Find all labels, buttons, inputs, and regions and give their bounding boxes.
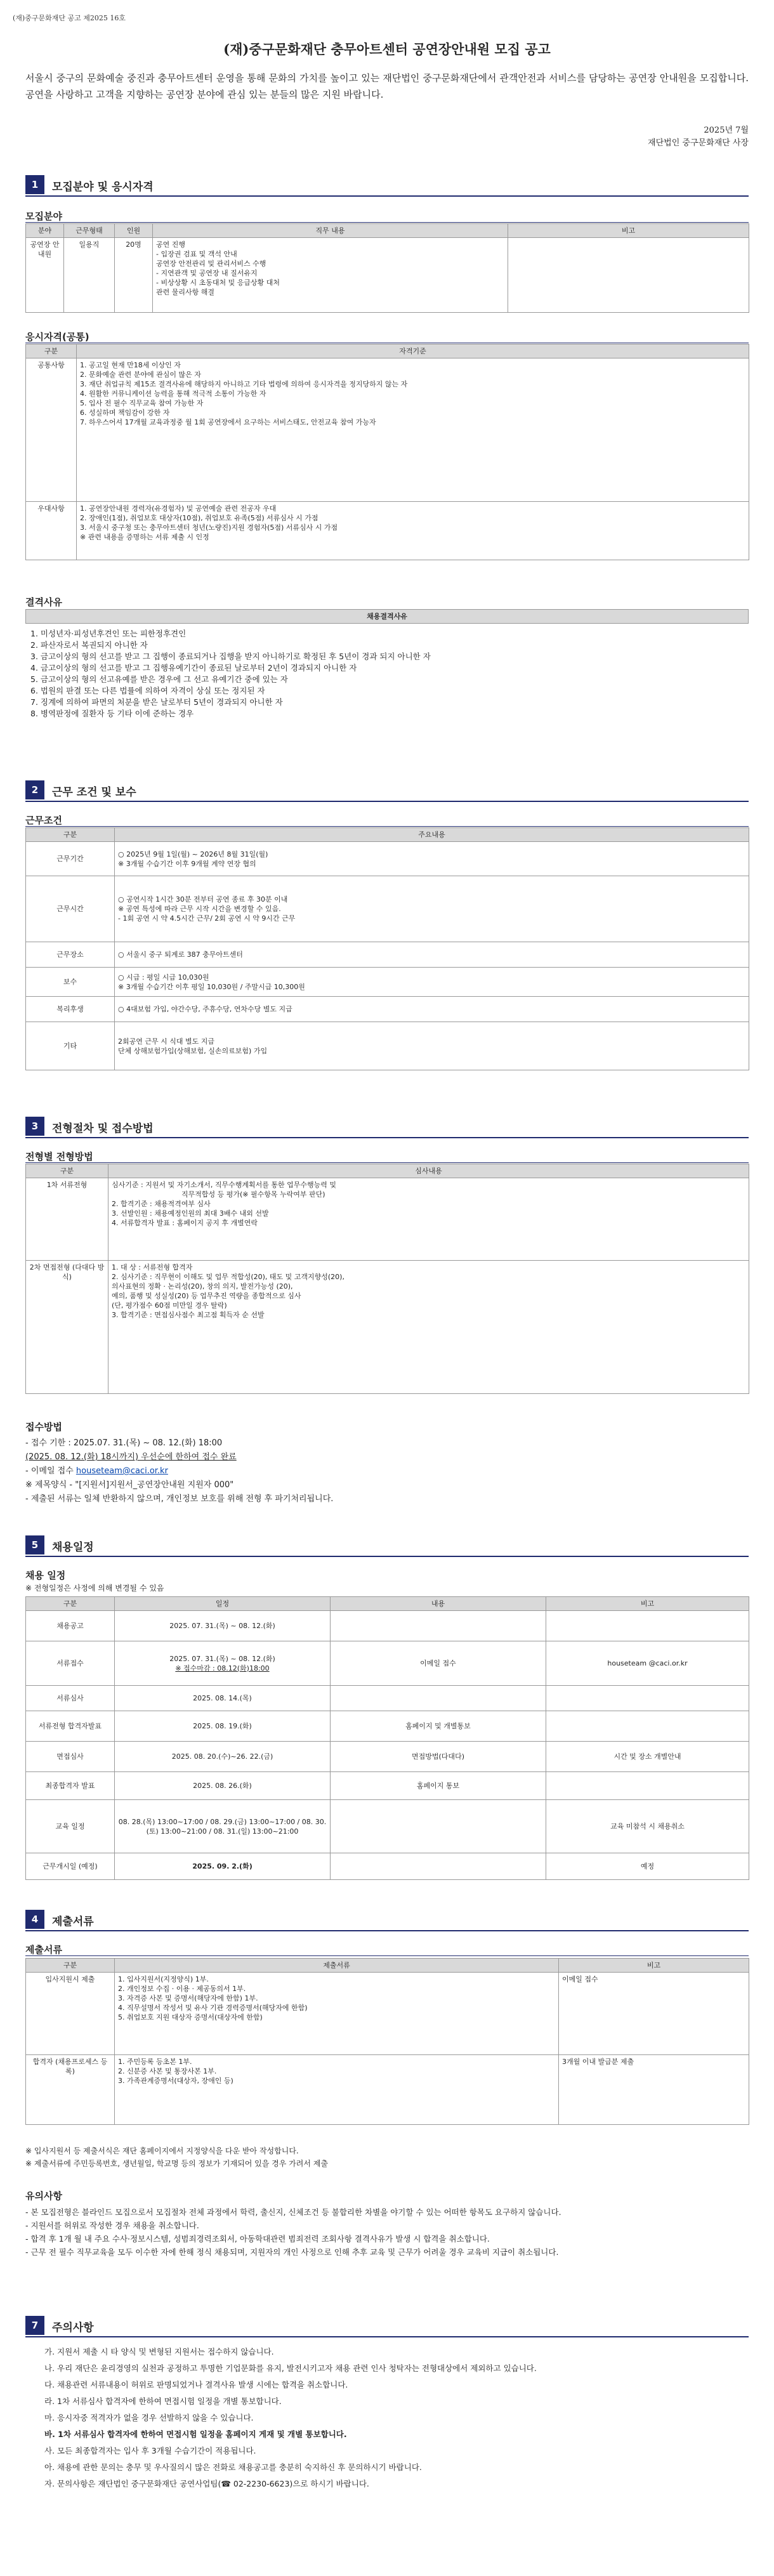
row-label: 복리후생 — [26, 997, 115, 1022]
row-note: 이메일 접수 — [559, 1973, 749, 2055]
table-header: 구분 — [26, 1959, 115, 1973]
section-number: 7 — [25, 2316, 44, 2335]
schedule-subtitle: 채용 일정 — [25, 1570, 66, 1581]
apply-subtitle: 접수방법 — [25, 1421, 62, 1433]
subtitle-divider — [25, 1955, 749, 1956]
disq-subtitle: 결격사유 — [25, 596, 62, 608]
apply-block — [25, 1436, 749, 1506]
row-content: 면접방법(다대다) — [331, 1742, 546, 1772]
row-label: 2차 면접전형 (다대다 방식) — [26, 1261, 108, 1394]
table-row — [26, 1973, 749, 2055]
list-item: - 지원서를 허위로 작성한 경우 채용을 취소합니다. — [25, 2221, 199, 2230]
duty-line: - 비상상황 시 초동대처 및 응급상황 대처 — [156, 279, 280, 287]
row-content — [115, 1973, 559, 2055]
recruit-subtitle: 모집분야 — [25, 211, 62, 222]
row-label: 근무개시일 (예정) — [26, 1853, 115, 1880]
email-link[interactable]: houseteam@caci.or.kr — [75, 1466, 168, 1476]
section-3-header — [25, 1117, 749, 1136]
table-row — [26, 1853, 749, 1880]
disq-list — [30, 628, 741, 720]
apply-note: - 제출된 서류는 일체 반환하지 않으며, 개인정보 보호를 위해 전형 후 파기처리됩니다. — [25, 1494, 334, 1504]
section-5-header — [25, 1535, 749, 1554]
table-header: 구분 — [26, 1164, 108, 1178]
text-line: ※ 3개월 수습기간 이후 9개월 계약 연장 협의 — [118, 859, 256, 868]
page-title: (재)중구문화재단 충무아트센터 공연장안내원 모집 공고 — [223, 41, 551, 57]
text-line: 심사기준 : 지원서 및 자기소개서, 직무수행계획서를 통한 업무수행능력 및 — [112, 1181, 336, 1189]
row-date: 2025. 08. 14.(목) — [115, 1686, 331, 1711]
text-line: 3. 자격증 사본 및 증명서(해당자에 한함) 1부. — [118, 1994, 258, 2002]
section-4-header — [25, 1910, 749, 1929]
date-line: 2025. 07. 31.(목) ~ 08. 12.(화) — [169, 1654, 275, 1663]
table-row — [26, 502, 749, 560]
section-divider — [25, 2336, 749, 2337]
list-item: 가. 지원서 제출 시 타 양식 및 변형된 지원서는 접수하지 않습니다. — [44, 2347, 274, 2356]
row-note: 교육 미참석 시 채용취소 — [546, 1800, 749, 1853]
text-line: 1. 대 상 : 서류전형 합격자 — [112, 1263, 193, 1272]
note-cell — [508, 238, 749, 313]
text-line: 2. 심사기준 : 직무현이 이해도 및 업무 적합성(20), 태도 및 고객지향성(20), — [112, 1273, 344, 1281]
docs-table — [25, 1958, 749, 2125]
list-item: 4. 금고이상의 형의 선고를 받고 그 집행유예기간이 종료된 날로부터 2년이 경과되지 아니한 자 — [30, 663, 357, 673]
table-header: 채용결격사유 — [26, 610, 749, 624]
section-number: 1 — [25, 175, 44, 194]
date-line: ※ 접수마감 : 08.12(화)18:00 — [175, 1664, 270, 1672]
table-header: 비고 — [559, 1959, 749, 1973]
duties-cell — [153, 238, 508, 313]
section-2-header — [25, 780, 749, 799]
list-item: 3. 재단 취업규칙 제15조 결격사유에 해당하지 아니하고 기타 법령에 의하여 응시자격을 정지당하지 않는 자 — [80, 380, 408, 388]
row-content — [115, 968, 749, 997]
row-content — [115, 997, 749, 1022]
text-line: ○ 2025년 9월 1일(월) ~ 2026년 8월 31일(월) — [118, 850, 268, 858]
table-row — [26, 1641, 749, 1686]
pref-cell — [77, 502, 749, 560]
row-date: 08. 28.(목) 13:00~17:00 / 08. 29.(금) 13:00~17:00 / 08. 30.(토) 13:00~21:00 / 08. 31.(일) 13:00~21:00 — [115, 1800, 331, 1853]
list-item: 7. 징계에 의하여 파면의 처분을 받은 날로부터 5년이 경과되지 아니한 자 — [30, 697, 283, 707]
list-item: - 근무 전 필수 직무교육을 모두 이수한 자에 한해 정식 채용되며, 지원자의 개인 사정으로 인해 추후 교육 및 근무가 어려울 경우 교육비 지급이 취소됩니다. — [25, 2247, 559, 2257]
row-content — [115, 942, 749, 968]
list-item: 바. 1차 서류심사 합격자에 한하여 면접시험 일정을 홈페이지 게재 및 개별 통보합니다. — [44, 2429, 347, 2439]
cautions-list — [25, 2205, 749, 2259]
list-item: 아. 채용에 관한 문의는 충무 및 우사질의시 많은 전화로 채용공고를 충분히 숙지하신 후 문의하시기 바랍니다. — [44, 2462, 422, 2472]
list-item: 5. 금고이상의 형의 선고유예를 받은 경우에 그 선고 유예기간 중에 있는 자 — [30, 674, 288, 684]
row-content — [331, 1800, 546, 1853]
qual-subtitle: 응시자격(공통) — [25, 331, 89, 343]
row-label: 근무시간 — [26, 876, 115, 942]
text-line: 직무적합성 등 평가(※ 필수항목 누락여부 판단) — [181, 1190, 325, 1199]
table-row — [26, 1800, 749, 1853]
list-item: 2. 문화예술 관련 분야에 관심이 많은 자 — [80, 371, 201, 379]
section-number: 2 — [25, 780, 44, 799]
list-item: 마. 응시자중 적격자가 없을 경우 선발하지 않을 수 있습니다. — [44, 2413, 254, 2422]
row-content — [331, 1853, 546, 1880]
text-line: 2. 신분증 사본 및 통장사본 1부. — [118, 2067, 217, 2075]
table-header: 일정 — [115, 1597, 331, 1611]
subtitle-divider — [25, 1162, 749, 1163]
list-item: 1. 미성년자·피성년후견인 또는 피한정후견인 — [30, 629, 187, 638]
section-title: 주의사항 — [52, 2322, 94, 2334]
schedule-note: ※ 전형일정은 사정에 의해 변경될 수 있음 — [25, 1584, 164, 1593]
text-line: ○ 시급 : 평일 시급 10,030원 — [118, 973, 209, 982]
table-header: 자격기준 — [77, 345, 749, 358]
text-line: 단체 상해보험가입(상해보험, 실손의료보험) 가입 — [118, 1046, 268, 1055]
text-line: 2. 개인정보 수집 · 이용 · 제공동의서 1부. — [118, 1985, 246, 1993]
table-header: 제출서류 — [115, 1959, 559, 1973]
section-title: 근무 조건 및 보수 — [52, 786, 136, 799]
table-row — [26, 1261, 749, 1394]
table-row — [26, 1022, 749, 1070]
list-item: 4. 원활한 커뮤니케이션 능력을 통해 적극적 소통이 가능한 자 — [80, 390, 266, 398]
docs-subtitle: 제출서류 — [25, 1944, 62, 1955]
table-row — [26, 1711, 749, 1742]
table-row — [26, 2055, 749, 2125]
list-item: 자. 문의사항은 재단법인 중구문화재단 공연사업팀(☎ 02-2230-6623)으로 하시기 바랍니다. — [44, 2479, 369, 2488]
row-label: 합격자 (채용프로세스 등록) — [26, 2055, 115, 2125]
row-label: 채용공고 — [26, 1611, 115, 1641]
row-content — [331, 1611, 546, 1641]
list-item: 라. 1차 서류심사 합격자에 한하여 면접시험 일정을 개별 통보합니다. — [44, 2396, 282, 2406]
row-label: 면접심사 — [26, 1742, 115, 1772]
apply-deadline: (2025. 08. 12.(화) 18시까지) 우선순에 한하여 접수 완료 — [25, 1452, 237, 1462]
table-header: 구분 — [26, 1597, 115, 1611]
row-date: 2025. 08. 20.(수)~26. 22.(금) — [115, 1742, 331, 1772]
work-table — [25, 827, 749, 1070]
date-signature — [648, 124, 749, 150]
table-row — [26, 1611, 749, 1641]
table-header: 구분 — [26, 828, 115, 842]
list-item: 7. 하우스어셔 17개월 교육과정중 월 1회 공연장에서 요구하는 서비스태도, 안전교육 참여 가능자 — [80, 418, 376, 426]
row-content — [115, 1022, 749, 1070]
table-row — [26, 1178, 749, 1261]
row-date: 2025. 07. 31.(목) ~ 08. 12.(화) — [115, 1611, 331, 1641]
table-header: 분야 — [26, 224, 64, 238]
list-item: 나. 우리 재단은 윤리경영의 실천과 공정하고 투명한 기업문화를 유지, 발전시키고자 채용 관련 인사 청탁자는 전형대상에서 제외하고 있습니다. — [44, 2363, 537, 2373]
apply-subject: ※ 제목양식 - "[지원서]지원서_공연장안내원 지원자 000" — [25, 1480, 234, 1490]
list-item: 2. 파산자로서 복권되지 아니한 자 — [30, 640, 148, 650]
table-row — [26, 942, 749, 968]
list-item: - 합격 후 1개 월 내 주요 수사·정보시스템, 성범죄경력조회서, 아동학대관련 범죄전력 조회사항 결격사유가 발생 시 합격을 취소합니다. — [25, 2234, 490, 2244]
row-content — [108, 1178, 749, 1261]
row-label: 서류심사 — [26, 1686, 115, 1711]
row-note: 시간 및 장소 개별안내 — [546, 1742, 749, 1772]
duty-line: 관련 물리사항 해결 — [156, 288, 215, 296]
row-note — [546, 1772, 749, 1800]
row-label: 보수 — [26, 968, 115, 997]
recruit-table — [25, 223, 749, 313]
table-row — [26, 842, 749, 876]
text-line: 4. 서류합격자 발표 : 홈페이지 공지 후 개별연락 — [112, 1219, 258, 1227]
table-header: 직무 내용 — [153, 224, 508, 238]
list-item: ※ 관련 내용을 증명하는 서류 제출 시 인정 — [80, 533, 209, 541]
subtitle-divider — [25, 826, 749, 827]
document-number: (재)중구문화재단 공고 제2025 16호 — [13, 14, 126, 22]
text-line: 4. 직무설명서 작성서 및 유사 기관 경력증명서(해당자에 한함) — [118, 2004, 308, 2012]
row-label: 근무장소 — [26, 942, 115, 968]
table-row — [26, 1772, 749, 1800]
row-content — [115, 842, 749, 876]
section-number: 3 — [25, 1117, 44, 1136]
row-label: 교육 일정 — [26, 1800, 115, 1853]
process-table — [25, 1164, 749, 1394]
text-line: ※ 공연 특성에 따라 근무 시작 시간을 변경할 수 있음. — [118, 905, 281, 913]
section-7-header — [25, 2316, 749, 2335]
table-header-row — [26, 224, 749, 238]
section-number: 5 — [25, 1535, 44, 1554]
list-item: 다. 채용관련 서류내용이 허위로 판명되었거나 결격사유 발생 시에는 합격을 취소합니다. — [44, 2380, 348, 2389]
duty-line: 공연장 안전관리 및 관리서비스 수행 — [156, 260, 266, 268]
row-content: 홈페이지 및 개별통보 — [331, 1711, 546, 1742]
list-item: 사. 모든 최종합격자는 입사 후 3개월 수습기간이 적용됩니다. — [44, 2446, 256, 2455]
text-line: 3. 가족관계증명서(대상자, 장애인 등) — [118, 2077, 233, 2085]
row-date: 2025. 08. 26.(화) — [115, 1772, 331, 1800]
table-header: 구분 — [26, 345, 77, 358]
text-line: 3. 합격기준 : 면접심사점수 최고점 획득자 순 선발 — [112, 1311, 265, 1319]
row-note — [546, 1611, 749, 1641]
section-number: 4 — [25, 1910, 44, 1929]
table-row — [26, 358, 749, 502]
apply-period: - 접수 기한 : 2025.07. 31.(목) ~ 08. 12.(화) 18:00 — [25, 1438, 223, 1448]
row-label: 기타 — [26, 1022, 115, 1070]
table-header: 인원 — [115, 224, 153, 238]
section-divider — [25, 1556, 749, 1557]
email-label: - 이메일 접수 — [25, 1466, 76, 1476]
text-line: ○ 서울시 중구 퇴계로 387 충무아트센터 — [118, 950, 243, 959]
row-content: 이메일 접수 — [331, 1641, 546, 1686]
cautions-subtitle: 유의사항 — [25, 2190, 62, 2202]
section-divider — [25, 801, 749, 802]
process-subtitle: 전형별 전형방법 — [25, 1151, 93, 1162]
row-date: 2025. 08. 19.(화) — [115, 1711, 331, 1742]
apply-email-line — [25, 1464, 749, 1478]
signature: 재단법인 중구문화재단 사장 — [648, 138, 749, 148]
table-header: 비고 — [508, 224, 749, 238]
disq-table — [25, 609, 749, 624]
table-row — [26, 1742, 749, 1772]
row-label: 1차 서류전형 — [26, 1178, 108, 1261]
work-subtitle: 근무조건 — [25, 815, 62, 826]
section-divider — [25, 195, 749, 197]
text-line: 1. 입사지원서(지정양식) 1부. — [118, 1975, 209, 1983]
text-line: 2회공연 근무 시 식대 별도 지급 — [118, 1037, 214, 1046]
notice-list — [44, 2344, 749, 2492]
schedule-table — [25, 1596, 749, 1880]
type-cell: 일용직 — [64, 238, 115, 313]
qual-table — [25, 344, 749, 560]
list-item: 1. 공고일 현재 만18세 이상인 자 — [80, 361, 181, 369]
row-note: houseteam @caci.or.kr — [546, 1641, 749, 1686]
table-header: 내용 — [331, 1597, 546, 1611]
duty-line: - 입장권 검표 및 객석 안내 — [156, 250, 237, 258]
row-content — [115, 2055, 559, 2125]
row-label: 최종합격자 발표 — [26, 1772, 115, 1800]
list-item: 8. 병역판정에 질환자 등 기타 이에 준하는 경우 — [30, 709, 194, 718]
row-label: 서류접수 — [26, 1641, 115, 1686]
row-note — [546, 1686, 749, 1711]
section-1-header — [25, 175, 749, 194]
row-note — [546, 1711, 749, 1742]
row-label: 서류전형 합격자발표 — [26, 1711, 115, 1742]
table-row — [26, 997, 749, 1022]
common-cell — [77, 358, 749, 502]
footnote: ※ 입사지원서 등 제출서식은 재단 홈페이지에서 지정양식을 다운 받아 작성합니다. — [25, 2146, 299, 2155]
text-line: 5. 취업보호 지원 대상자 증명서(대상자에 한함) — [118, 2013, 263, 2021]
text-line: 예의, 품행 및 성실성(20) 등 업무추진 역량을 종합적으로 심사 — [112, 1292, 301, 1300]
duty-line: - 지연관객 및 공연장 내 질서유지 — [156, 269, 258, 277]
list-item: 6. 법원의 판결 또는 다른 법률에 의하여 자격이 상실 또는 정지된 자 — [30, 686, 265, 695]
text-line: - 1회 공연 시 약 4.5시간 근무/ 2회 공연 시 약 9시간 근무 — [118, 914, 296, 923]
text-line: (단, 평가점수 60점 미만일 경우 탈락) — [112, 1301, 227, 1310]
text-line: ○ 4대보험 가입, 야간수당, 주휴수당, 연차수당 별도 지급 — [118, 1005, 292, 1013]
row-date: 2025. 09. 2.(화) — [115, 1853, 331, 1880]
table-row — [26, 238, 749, 313]
list-item: 6. 성실하며 책임감이 강한 자 — [80, 409, 170, 417]
table-row — [26, 1686, 749, 1711]
table-header: 근무형태 — [64, 224, 115, 238]
text-line: 1. 주민등록 등초본 1부. — [118, 2058, 192, 2066]
row-content — [115, 876, 749, 942]
docs-footnotes — [25, 2145, 749, 2170]
count-cell: 20명 — [115, 238, 153, 313]
table-header: 비고 — [546, 1597, 749, 1611]
text-line: ※ 3개월 수습기간 이후 평일 10,030원 / 주말시급 10,300원 — [118, 982, 305, 991]
row-content — [331, 1686, 546, 1711]
footnote: ※ 제출서류에 주민등록번호, 생년월일, 학교명 등의 정보가 기재되어 있을 경우 가려서 제출 — [25, 2159, 328, 2168]
table-row — [26, 876, 749, 942]
section-title: 제출서류 — [52, 1916, 94, 1928]
section-title: 채용일정 — [52, 1541, 94, 1554]
table-header: 주요내용 — [115, 828, 749, 842]
table-header: 심사내용 — [108, 1164, 749, 1178]
list-item: 2. 장애인(1점), 취업보호 대상자(10점), 취업보호 유족(5점) 서류심사 시 가점 — [80, 514, 318, 522]
row-label: 근무기간 — [26, 842, 115, 876]
text-line: 의사표현의 정확 · 논리성(20), 창의 의지, 발전가능성 (20), — [112, 1282, 293, 1291]
table-row — [26, 968, 749, 997]
duty-line: 공연 진행 — [156, 240, 186, 249]
row-date — [115, 1641, 331, 1686]
row-label: 입사지원시 제출 — [26, 1973, 115, 2055]
section-title: 전형절차 및 접수방법 — [52, 1122, 154, 1135]
list-item: 1. 공연장안내원 경력자(유경험자) 및 공연예술 관련 전공자 우대 — [80, 504, 277, 513]
list-item: 3. 서울시 중구청 또는 충무아트센터 청년(노량진)지원 경험자(5점) 서류심사 시 가점 — [80, 523, 338, 532]
pref-label: 우대사항 — [26, 502, 77, 560]
row-note: 예정 — [546, 1853, 749, 1880]
list-item: - 본 모집전형은 블라인드 모집으로서 모집절차 전체 과정에서 학력, 출신지, 신체조건 등 불합리한 차별을 야기할 수 있는 어떠한 항목도 요구하지 않습니다. — [25, 2207, 561, 2217]
common-label: 공통사항 — [26, 358, 77, 502]
text-line: 2. 합격기준 : 채용적격여부 심사 — [112, 1200, 211, 1208]
field-cell: 공연장 안내원 — [26, 238, 64, 313]
text-line: ○ 공연시작 1시간 30분 전부터 공연 종료 후 30분 이내 — [118, 895, 288, 904]
intro-paragraph: 서울시 중구의 문화예술 중진과 충무아트센터 운영을 통해 문화의 가치를 높이고 있는 재단법인 중구문화재단에서 관객안전과 서비스를 담당하는 공연장 안내원을 모집합니다. 공연을 사랑하고 고객을 지향하는 공연장 분야에 관심 있는 분들의 많은 지원 바랍니다. — [25, 72, 749, 100]
section-title: 모집분야 및 응시자격 — [52, 181, 154, 194]
row-note: 3개월 이내 발급분 제출 — [559, 2055, 749, 2125]
section-divider — [25, 1137, 749, 1138]
row-content: 홈페이지 통보 — [331, 1772, 546, 1800]
notice-date: 2025년 7월 — [704, 126, 749, 135]
section-divider — [25, 1930, 749, 1931]
row-content — [108, 1261, 749, 1394]
text-line: 3. 선발인원 : 채용예정인원의 최대 3배수 내외 선발 — [112, 1209, 269, 1218]
subtitle-divider — [25, 222, 749, 223]
list-item: 3. 금고이상의 형의 선고를 받고 그 집행이 종료되거나 집행을 받지 아니하기로 확정된 후 5년이 경과 되지 아니한 자 — [30, 652, 431, 661]
list-item: 5. 입사 전 필수 직무교육 참여 가능한 자 — [80, 399, 204, 407]
